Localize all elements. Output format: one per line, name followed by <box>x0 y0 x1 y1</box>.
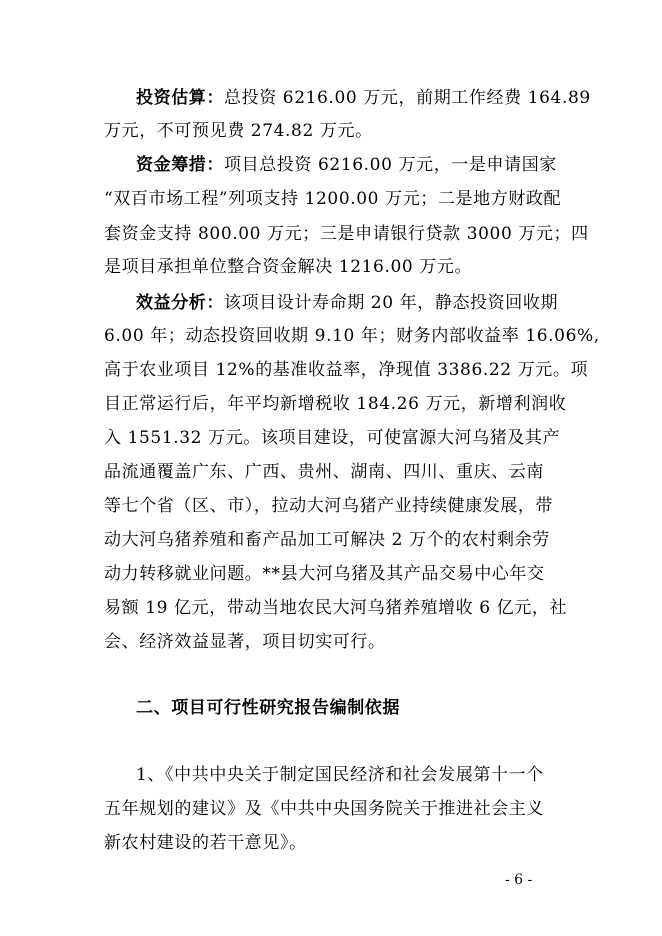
benefit-line: 高于农业项目 12%的基准收益率，净现值 3386.22 万元。项 <box>104 360 589 380</box>
benefit-line: 入 1551.32 万元。该项目建设，可使富源大河乌猪及其产 <box>104 428 561 448</box>
funding-text: 项目总投资 6216.00 万元，一是申请国家 <box>224 155 557 175</box>
benefit-line: 易额 19 亿元，带动当地农民大河乌猪养殖增收 6 亿元，社 <box>104 598 568 618</box>
basis-item-1-line-3: 新农村建设的若干意见》。 <box>104 833 307 853</box>
investment-label: 投资估算： <box>136 88 224 108</box>
benefit-line: 动力转移就业问题。**县大河乌猪及其产品交易中心年交 <box>104 564 545 584</box>
investment-line-1 <box>136 87 591 109</box>
benefit-line-1 <box>136 292 558 314</box>
benefit-line: 6.00 年；动态投资回收期 9.10 年；财务内部收益率 16.06%, <box>104 326 600 346</box>
investment-text: 总投资 6216.00 万元，前期工作经费 164.89 <box>224 88 591 108</box>
benefit-text: 该项目设计寿命期 20 年，静态投资回收期 <box>224 293 559 313</box>
funding-line-3: 套资金支持 800.00 万元；三是申请银行贷款 3000 万元；四 <box>104 224 589 244</box>
benefit-line: 目正常运行后，年平均新增税收 184.26 万元，新增利润收 <box>104 394 567 414</box>
funding-line-1 <box>136 154 557 176</box>
funding-label: 资金筹措： <box>136 155 224 175</box>
benefit-label: 效益分析： <box>136 293 224 313</box>
funding-line-4: 是项目承担单位整合资金解决 1216.00 万元。 <box>104 257 473 277</box>
section-heading: 二、项目可行性研究报告编制依据 <box>136 698 400 718</box>
benefit-line: 等七个省（区、市），拉动大河乌猪产业持续健康发展，带 <box>104 496 554 516</box>
benefit-line: 动大河乌猪养殖和畜产品加工可解决 2 万个的农村剩余劳 <box>104 530 550 550</box>
benefit-line: 会、经济效益显著，项目切实可行。 <box>104 632 386 652</box>
funding-line-2: “双百市场工程”列项支持 1200.00 万元；二是地方财政配 <box>104 189 562 209</box>
benefit-line: 品流通覆盖广东、广西、贵州、湖南、四川、重庆、云南 <box>104 462 544 482</box>
basis-item-1-line-2: 五年规划的建议》及《中共中央国务院关于推进社会主义 <box>104 799 544 819</box>
investment-line-2: 万元，不可预见费 274.82 万元。 <box>104 121 373 141</box>
page-number: - 6 - <box>505 872 533 888</box>
basis-item-1-line-1: 1、《中共中央关于制定国民经济和社会发展第十一个 <box>136 765 544 785</box>
